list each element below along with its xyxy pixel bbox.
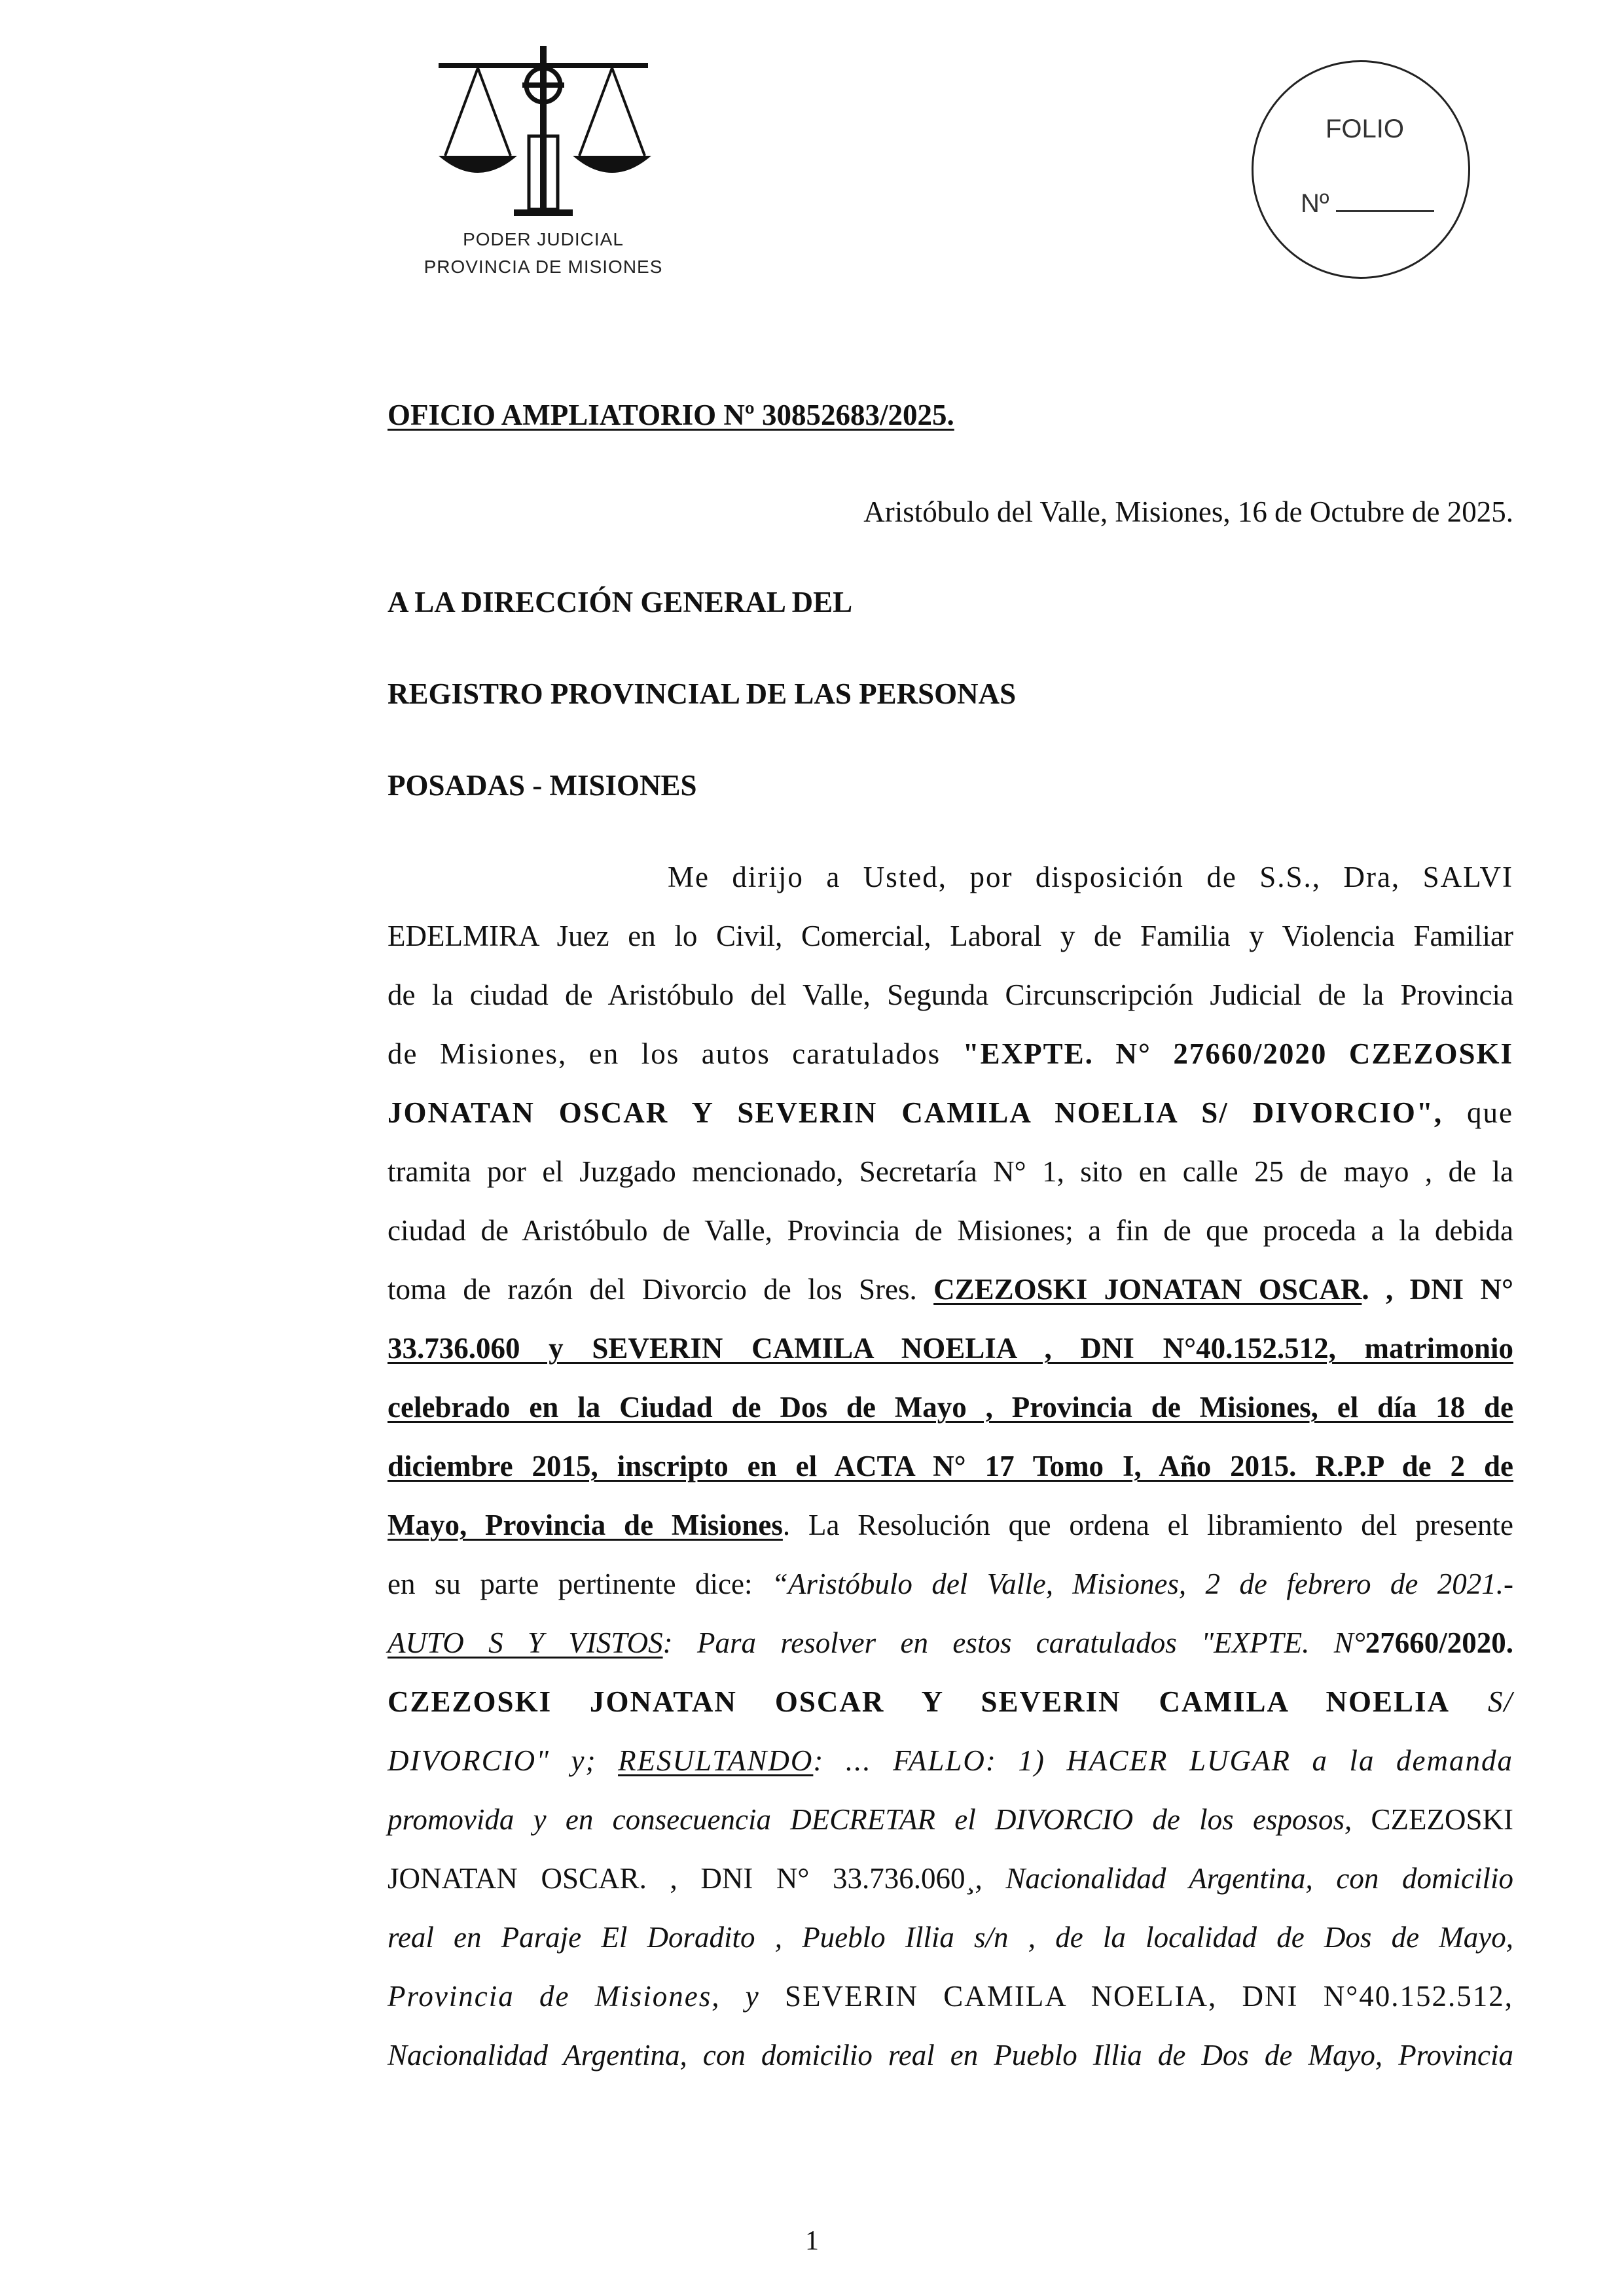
body-line-10: celebrado en la Ciudad de Dos de Mayo , Provincia de Misiones, el día 18 de bbox=[388, 1391, 1513, 1424]
spouse-1-dni-label: . , DNI N° bbox=[1362, 1273, 1513, 1306]
case-number: 27660/2020. bbox=[1365, 1626, 1513, 1659]
spouse-1-identity: JONATAN OSCAR. , DNI N° 33.736.060 bbox=[388, 1862, 965, 1895]
body-line-9: 33.736.060 y SEVERIN CAMILA NOELIA , DNI N°40.152.512, matrimonio bbox=[388, 1332, 1513, 1365]
addressee-line-1: A LA DIRECCIÓN GENERAL DEL bbox=[388, 586, 853, 619]
page-number: 1 bbox=[805, 2226, 819, 2256]
body-line-6: tramita por el Juzgado mencionado, Secretaría N° 1, sito en calle 25 de mayo , de la bbox=[388, 1155, 1513, 1188]
spouse-2-identity: SEVERIN CAMILA NOELIA, DNI N°40.152.512, bbox=[785, 1980, 1514, 2013]
body-line-5-text: que bbox=[1467, 1096, 1513, 1129]
body-line-8-text: toma de razón del Divorcio de los Sres. bbox=[388, 1273, 917, 1306]
body-line-16 bbox=[388, 1741, 1513, 1780]
body-line-17 bbox=[388, 1800, 1513, 1839]
body-line-13-text: en su parte pertinente dice: bbox=[388, 1568, 753, 1600]
resolution-quote-start: “Aristóbulo del Valle, Misiones, 2 de febrero de 2021.- bbox=[771, 1568, 1513, 1600]
folio-number-field bbox=[1301, 189, 1434, 219]
case-parties-quote: CZEZOSKI JONATAN OSCAR Y SEVERIN CAMILA NOELIA bbox=[388, 1685, 1451, 1718]
body-line-16-text: DIVORCIO" y; bbox=[388, 1744, 597, 1777]
body-line-15 bbox=[388, 1682, 1513, 1721]
body-line-13 bbox=[388, 1564, 1513, 1604]
seal-text-line-2: PROVINCIA DE MISIONES bbox=[424, 257, 663, 277]
folio-label: FOLIO bbox=[1326, 115, 1405, 143]
spouse-1-name: CZEZOSKI JONATAN OSCAR bbox=[933, 1273, 1362, 1306]
spouse-1-surname: CZEZOSKI bbox=[1371, 1803, 1514, 1836]
body-line-18 bbox=[388, 1859, 1513, 1898]
fallo-text: : ... FALLO: 1) HACER LUGAR a la demanda bbox=[813, 1744, 1514, 1777]
body-line-12 bbox=[388, 1505, 1513, 1545]
folio-number-blank bbox=[1336, 210, 1434, 212]
body-line-21: Nacionalidad Argentina, con domicilio real en Pueblo Illia de Dos de Mayo, Provincia bbox=[388, 2039, 1513, 2072]
body-line-4 bbox=[388, 1034, 1513, 1073]
body-line-20 bbox=[388, 1977, 1513, 2016]
case-reference: "EXPTE. N° 27660/2020 CZEZOSKI bbox=[962, 1037, 1514, 1070]
body-line-15-text: S/ bbox=[1487, 1685, 1513, 1718]
body-line-2: EDELMIRA Juez en lo Civil, Comercial, Laboral y de Familia y Violencia Familiar bbox=[388, 920, 1513, 952]
scales-of-justice-icon bbox=[406, 38, 681, 228]
marriage-registry-place: Mayo, Provincia de Misiones bbox=[388, 1509, 783, 1541]
body-line-3: de la ciudad de Aristóbulo del Valle, Segunda Circunscripción Judicial de la Provincia bbox=[388, 978, 1513, 1011]
body-line-20-text: Provincia de Misiones, y bbox=[388, 1980, 760, 2013]
body-line-14-text: : Para resolver en estos caratulados "EXPTE. N° bbox=[662, 1626, 1365, 1659]
body-line-8 bbox=[388, 1270, 1513, 1309]
body-line-4-text: de Misiones, en los autos caratulados bbox=[388, 1037, 941, 1070]
body-line-14 bbox=[388, 1623, 1513, 1662]
case-parties: JONATAN OSCAR Y SEVERIN CAMILA NOELIA S/ DIVORCIO", bbox=[388, 1096, 1443, 1129]
body-line-1: Me dirijo a Usted, por disposición de S.S., Dra, SALVI bbox=[668, 861, 1513, 893]
resultando: RESULTANDO bbox=[618, 1744, 814, 1777]
autos-y-vistos: AUTO S Y VISTOS bbox=[388, 1626, 663, 1659]
seal-text-line-1: PODER JUDICIAL bbox=[463, 229, 624, 249]
body-line-11: diciembre 2015, inscripto en el ACTA N° 17 Tomo I, Año 2015. R.P.P de 2 de bbox=[388, 1450, 1513, 1482]
folio-number-label: Nº bbox=[1301, 189, 1329, 218]
poder-judicial-seal bbox=[406, 38, 681, 287]
place-date: Aristóbulo del Valle, Misiones, 16 de Octubre de 2025. bbox=[863, 495, 1513, 528]
document-title: OFICIO AMPLIATORIO Nº 30852683/2025. bbox=[388, 399, 954, 431]
addressee-line-3: POSADAS - MISIONES bbox=[388, 769, 697, 802]
body-line-12-text: . La Resolución que ordena el libramiento del presente bbox=[782, 1509, 1513, 1541]
body-line-5 bbox=[388, 1093, 1513, 1132]
body-line-7: ciudad de Aristóbulo de Valle, Provincia de Misiones; a fin de que proceda a la debida bbox=[388, 1214, 1513, 1247]
body-line-17-text: promovida y en consecuencia DECRETAR el DIVORCIO de los esposos, bbox=[388, 1803, 1352, 1836]
body-line-19: real en Paraje El Doradito , Pueblo Illia s/n , de la localidad de Dos de Mayo, bbox=[388, 1921, 1513, 1954]
addressee-line-2: REGISTRO PROVINCIAL DE LAS PERSONAS bbox=[388, 677, 1017, 710]
spouse-1-nationality: ¸, Nacionalidad Argentina, con domicilio bbox=[965, 1862, 1513, 1895]
folio-stamp bbox=[1252, 60, 1470, 279]
